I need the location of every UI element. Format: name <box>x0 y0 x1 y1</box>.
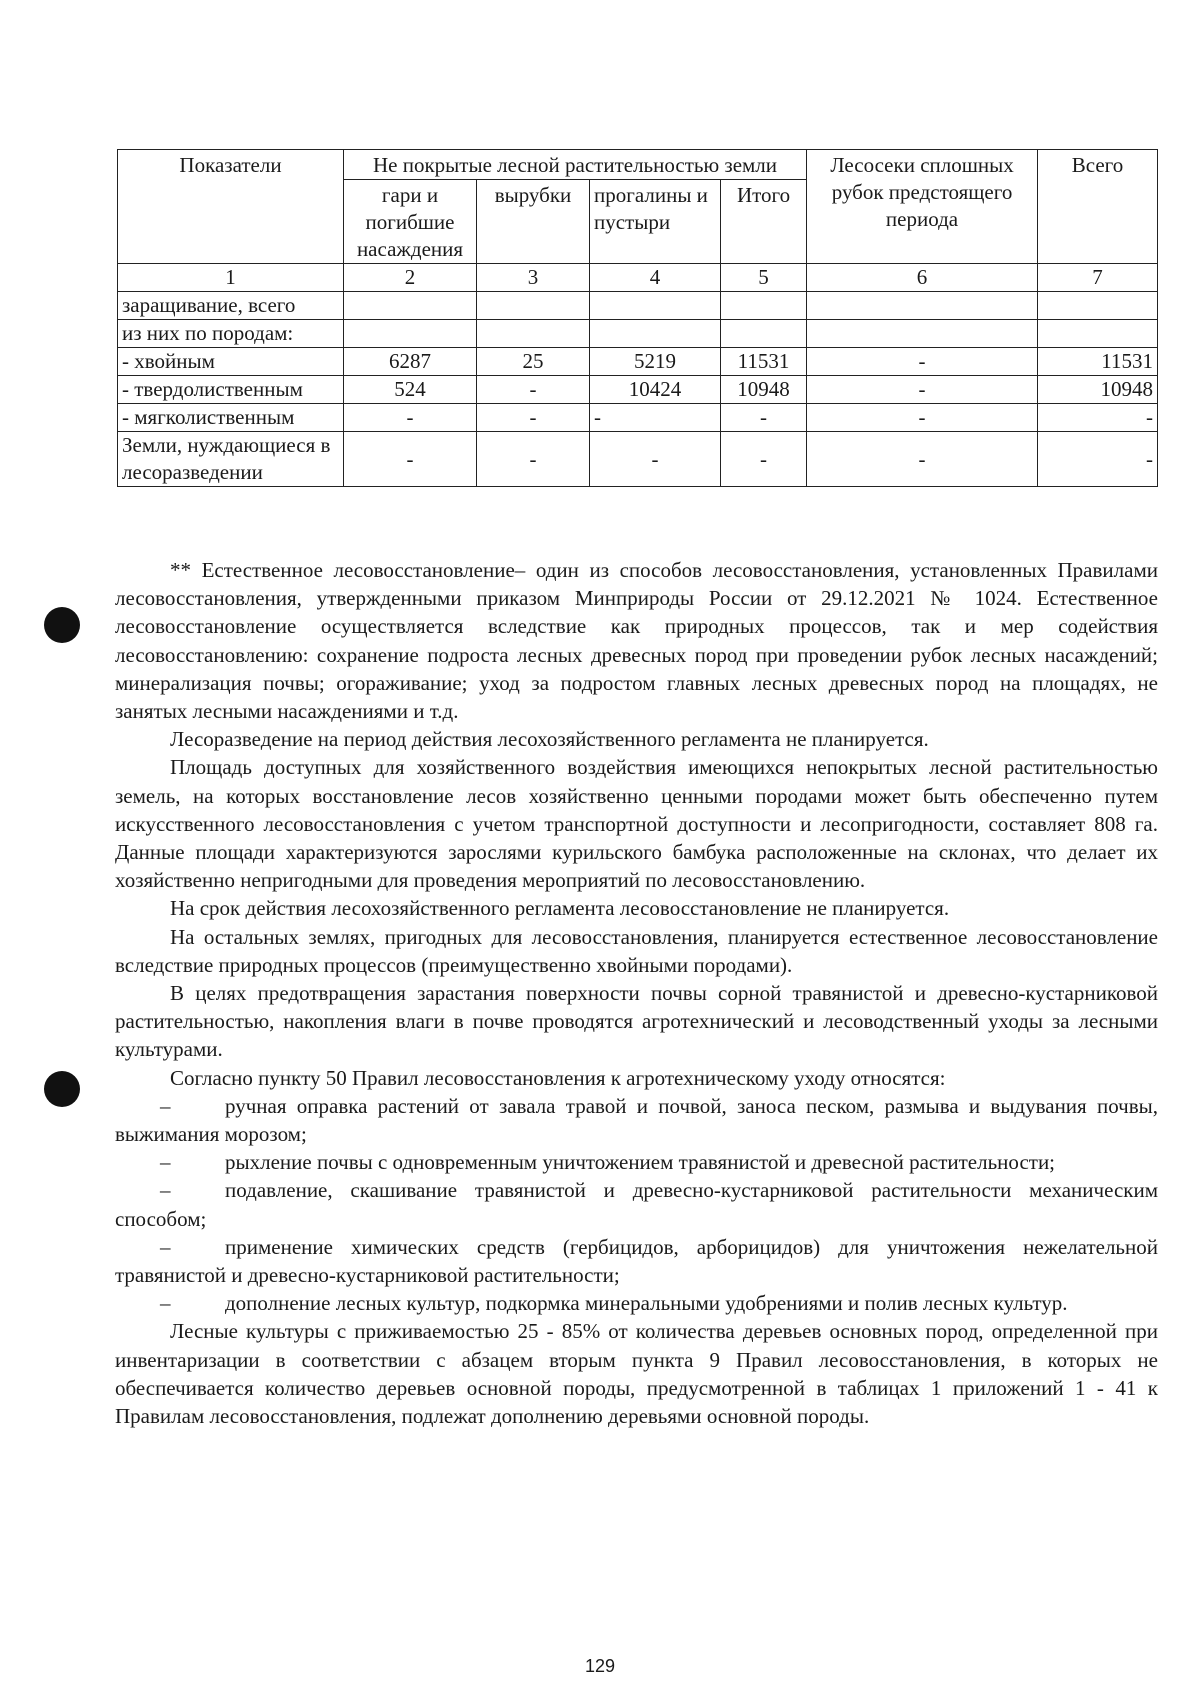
table-cell: 11531 <box>721 348 807 376</box>
header-indicators: Показатели <box>118 150 344 264</box>
table-cell <box>477 292 590 320</box>
table-cell <box>590 292 721 320</box>
table-cell <box>807 320 1038 348</box>
dash-marker: – <box>160 1093 171 1118</box>
dash-marker: – <box>160 1178 171 1203</box>
list-item <box>115 1289 1158 1317</box>
table-cell <box>1038 320 1158 348</box>
table-cell: - <box>807 404 1038 432</box>
table-cell: - <box>807 432 1038 487</box>
table-cell: - <box>807 376 1038 404</box>
table-cell: - <box>477 432 590 487</box>
list-item <box>115 1148 1158 1176</box>
paragraph: Лесоразведение на период действия лесохозяйственного регламента не планируется. <box>170 727 929 752</box>
body-text <box>115 556 1158 1430</box>
table-header-row <box>118 150 1158 180</box>
table-row <box>118 432 1158 487</box>
dash-marker: – <box>160 1234 171 1259</box>
row-label: из них по породам: <box>118 320 344 348</box>
table-cell: 11531 <box>1038 348 1158 376</box>
table-row <box>118 348 1158 376</box>
table-cell: - <box>344 404 477 432</box>
table-row <box>118 376 1158 404</box>
table-cell <box>721 292 807 320</box>
column-number: 4 <box>590 264 721 292</box>
table-cell: - <box>807 348 1038 376</box>
table-cell: 524 <box>344 376 477 404</box>
column-number: 1 <box>118 264 344 292</box>
dash-marker: – <box>160 1291 171 1316</box>
column-number: 5 <box>721 264 807 292</box>
header-not-covered: Не покрытые лесной растительностью земли <box>344 150 807 180</box>
table-cell <box>590 320 721 348</box>
table-cell: - <box>721 432 807 487</box>
column-number: 3 <box>477 264 590 292</box>
table-cell: - <box>1038 404 1158 432</box>
list-item-text: дополнение лесных культур, подкормка минеральными удобрениями и полив лесных культур. <box>225 1291 1068 1316</box>
list-item-text: ручная оправка растений от завала травой и почвой, заноса песком, размыва и выдувания почвы, выжимания морозом; <box>115 1093 1158 1147</box>
table-row <box>118 404 1158 432</box>
paragraph: ** Естественное лесовосстановление– один из способов лесовосстановления, установленных Правилами лесовосстановления, утвержденными приказом Минприроды России от 29.12.2021 № 1024. Естественное лесовосстановление осуществляется вследствие как природных процессов, так и мер содействия лесовосстановлению: сохранение подроста лесных древесных пород при проведении рубок лесных насаждений; минерализация почвы; огораживание; уход за подростом главных лесных древесных пород на площадях, не занятых лесными насаждениями и т.д. <box>115 558 1158 724</box>
table-cell <box>807 292 1038 320</box>
paragraph: На срок действия лесохозяйственного регламента лесовосстановление не планируется. <box>170 896 950 921</box>
table-cell: 6287 <box>344 348 477 376</box>
table-row <box>118 292 1158 320</box>
list-item-text: рыхление почвы с одновременным уничтожением травянистой и древесной растительности; <box>225 1150 1056 1175</box>
row-label: Земли, нуждающиеся в лесоразведении <box>118 432 344 487</box>
table-cell: 10948 <box>1038 376 1158 404</box>
list-item <box>115 1233 1158 1289</box>
table-cell: - <box>1038 432 1158 487</box>
punch-hole <box>44 1071 80 1107</box>
paragraph: В целях предотвращения зарастания поверхности почвы сорной травянистой и древесно-кустарниковой растительностью, накопления влаги в почве проводятся агротехнический и лесоводственный уходы за лесными культурами. <box>115 981 1158 1062</box>
table-cell <box>1038 292 1158 320</box>
paragraph: Лесные культуры с приживаемостью 25 - 85% от количества деревьев основных пород, определенной при инвентаризации в соответствии с абзацем вторым пункта 9 Правил лесовосстановления, в которых не обеспечивается количество деревьев основной породы, предусмотренной в таблицах 1 приложений 1 - 41 к Правилам лесовосстановления, подлежат дополнению деревьями основной породы. <box>115 1319 1158 1429</box>
column-numbers-row <box>118 264 1158 292</box>
column-number: 2 <box>344 264 477 292</box>
list-item <box>115 1176 1158 1232</box>
paragraph: На остальных землях, пригодных для лесовосстановления, планируется естественное лесовосстановление вследствие природных процессов (преимущественно хвойными породами). <box>115 924 1158 977</box>
paragraph: Согласно пункту 50 Правил лесовосстановления к агротехническому уходу относятся: <box>170 1065 946 1090</box>
list-item <box>115 1092 1158 1148</box>
header-subtotal: Итого <box>721 180 807 264</box>
table-cell: 10948 <box>721 376 807 404</box>
punch-hole <box>44 607 80 643</box>
page-number: 129 <box>584 1656 616 1676</box>
header-clearcuts: Лесосеки сплошных рубок предстоящего периода <box>807 150 1038 264</box>
row-label: заращивание, всего <box>118 292 344 320</box>
table-cell: - <box>590 432 721 487</box>
list-item-text: подавление, скашивание травянистой и древесно-кустарниковой растительности механическим способом; <box>115 1178 1158 1231</box>
table-cell: - <box>721 404 807 432</box>
table-cell <box>344 292 477 320</box>
table-cell: - <box>477 404 590 432</box>
table-cell <box>721 320 807 348</box>
dash-marker: – <box>160 1150 171 1175</box>
list-item-text: применение химических средств (гербицидов, арборицидов) для уничтожения нежелательной травянистой и древесно-кустарниковой растительности; <box>115 1234 1158 1288</box>
table-cell: - <box>477 376 590 404</box>
table-cell <box>344 320 477 348</box>
row-label: - мягколиственным <box>118 404 344 432</box>
table-cell: 10424 <box>590 376 721 404</box>
column-number: 6 <box>807 264 1038 292</box>
header-cuttings: вырубки <box>477 180 590 264</box>
row-label: - твердолиственным <box>118 376 344 404</box>
table-cell: - <box>344 432 477 487</box>
reforestation-table <box>117 149 1158 487</box>
table-cell: 25 <box>477 348 590 376</box>
table-cell <box>477 320 590 348</box>
row-label: - хвойным <box>118 348 344 376</box>
header-total: Всего <box>1038 150 1158 264</box>
table-row <box>118 320 1158 348</box>
paragraph: Площадь доступных для хозяйственного воздействия имеющихся непокрытых лесной растительностью земель, на которых восстановление лесов хозяйственно ценными породами может быть обеспеченно путем искусственного лесовосстановления с учетом транспортной доступности и лесопригодности, составляет 808 га. Данные площади характеризуются зарослями курильского бамбука расположенные на склонах, что делает их хозяйственно непригодными для проведения мероприятий по лесовосстановлению. <box>115 755 1158 893</box>
table-cell: 5219 <box>590 348 721 376</box>
table-cell: - <box>590 404 721 432</box>
header-glades: прогалины и пустыри <box>590 180 721 264</box>
column-number: 7 <box>1038 264 1158 292</box>
header-burns: гари и погибшие насаждения <box>344 180 477 264</box>
